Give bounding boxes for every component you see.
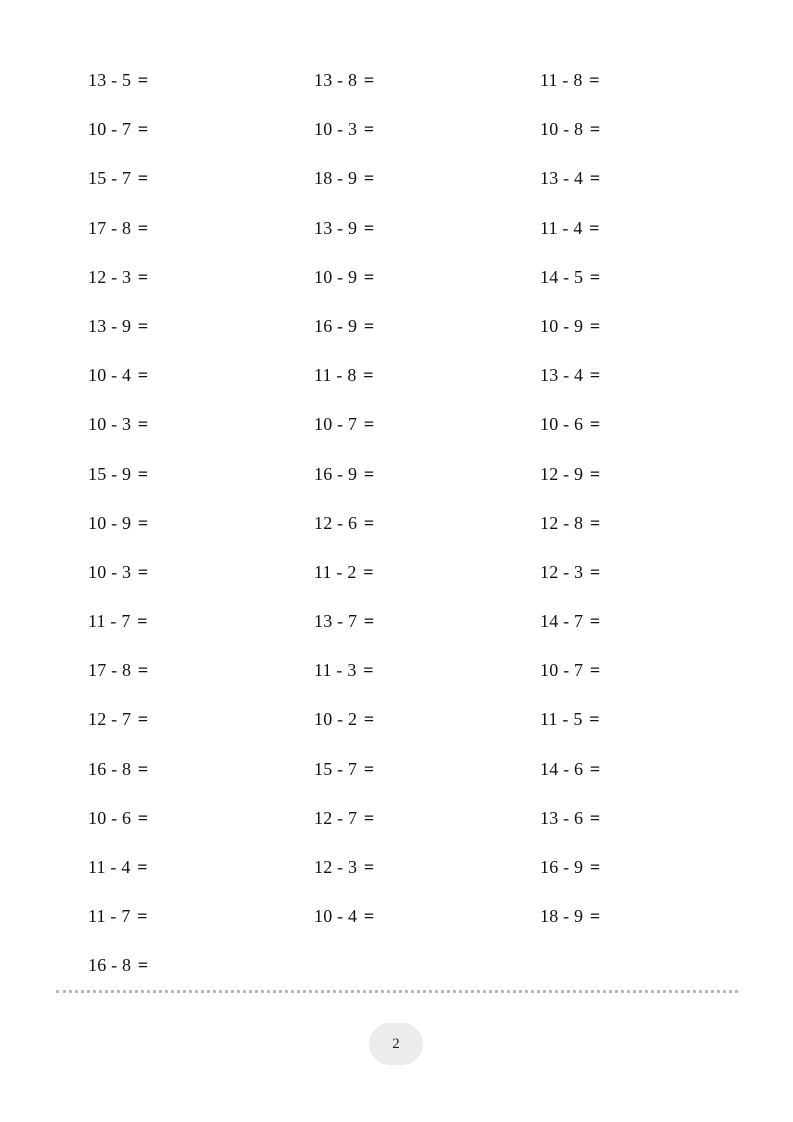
problem-expression: 14 - 7 [540,611,584,632]
equals-sign: = [363,463,375,484]
problem-expression: 10 - 4 [314,906,358,927]
math-problem [314,560,540,609]
math-problem [88,560,314,609]
problem-expression: 10 - 7 [314,414,358,435]
math-problem [314,757,540,806]
problem-expression: 13 - 9 [314,217,358,238]
equals-sign: = [363,611,375,632]
problem-expression: 13 - 7 [314,611,358,632]
math-problem [540,412,728,461]
equals-sign: = [589,315,601,336]
math-problem [314,855,540,904]
problem-expression: 11 - 8 [540,70,583,90]
problem-expression: 10 - 7 [540,660,584,681]
math-problem [314,68,540,117]
math-problem [88,511,314,560]
problem-expression: 10 - 9 [88,512,132,533]
equals-sign: = [137,807,149,828]
problem-expression: 10 - 7 [88,119,132,140]
equals-sign: = [363,168,375,189]
equals-sign: = [589,463,601,484]
math-problem [314,511,540,560]
math-problem [540,855,728,904]
problem-expression: 12 - 3 [540,561,584,582]
equals-sign: = [137,463,149,484]
page-number: 2 [369,1023,423,1065]
math-problem [540,314,728,363]
equals-sign: = [363,660,374,681]
problem-expression: 16 - 8 [88,758,132,779]
equals-sign: = [589,611,601,632]
problem-expression: 10 - 9 [540,315,584,336]
math-problem [88,216,314,265]
problem-expression: 11 - 2 [314,561,357,582]
problem-expression: 16 - 9 [314,315,358,336]
problem-expression: 16 - 9 [314,463,358,484]
equals-sign: = [137,611,148,632]
math-problem [88,806,314,855]
problem-expression: 12 - 3 [88,266,132,287]
equals-sign: = [589,857,601,877]
equals-sign: = [137,955,149,976]
problem-expression: 18 - 9 [314,168,358,189]
math-problem [540,560,728,609]
math-problem [540,904,728,953]
problem-expression: 15 - 7 [314,758,358,779]
equals-sign: = [137,365,149,386]
problem-expression: 11 - 7 [88,906,131,927]
equals-sign: = [137,857,148,877]
equals-sign: = [589,217,600,238]
problem-expression: 17 - 8 [88,660,132,681]
math-problem [540,117,728,166]
problem-expression: 11 - 4 [88,857,131,877]
equals-sign: = [589,807,601,828]
equals-sign: = [137,414,149,435]
problem-expression: 12 - 8 [540,512,584,533]
math-problem [88,68,314,117]
math-problem [540,265,728,314]
math-problem [88,412,314,461]
problem-expression: 11 - 5 [540,709,583,730]
math-problem [314,658,540,707]
equals-sign: = [137,709,149,730]
problem-expression: 11 - 3 [314,660,357,681]
problem-expression: 10 - 3 [88,414,132,435]
equals-sign: = [137,758,149,779]
problem-expression: 13 - 5 [88,70,132,90]
equals-sign: = [363,365,374,386]
problem-expression: 13 - 4 [540,168,584,189]
equals-sign: = [137,561,149,582]
equals-sign: = [589,512,601,533]
math-problem [314,314,540,363]
math-problem [540,511,728,560]
equals-sign: = [363,217,375,238]
math-problem [314,462,540,511]
math-problem [88,757,314,806]
equals-sign: = [363,414,375,435]
math-problem [540,68,728,117]
equals-sign: = [363,512,375,533]
math-problem [540,363,728,412]
problem-expression: 14 - 6 [540,758,584,779]
equals-sign: = [589,365,601,386]
equals-sign: = [363,758,375,779]
equals-sign: = [137,70,149,90]
problem-expression: 17 - 8 [88,217,132,238]
equals-sign: = [589,561,601,582]
equals-sign: = [589,168,601,189]
problem-expression: 10 - 9 [314,266,358,287]
equals-sign: = [137,906,148,927]
math-problem [88,363,314,412]
problem-expression: 18 - 9 [540,906,584,927]
equals-sign: = [137,315,149,336]
problem-expression: 12 - 7 [314,807,358,828]
equals-sign: = [589,70,600,90]
math-problem [540,166,728,215]
equals-sign: = [137,660,149,681]
equals-sign: = [137,119,149,140]
problem-expression: 12 - 7 [88,709,132,730]
problem-expression: 10 - 3 [88,561,132,582]
math-problem [314,412,540,461]
problem-expression: 13 - 9 [88,315,132,336]
math-problem [540,462,728,511]
math-problem [540,609,728,658]
problem-expression: 13 - 8 [314,70,358,90]
math-problem [88,953,314,1002]
problem-expression: 10 - 6 [88,807,132,828]
equals-sign: = [363,119,375,140]
dotted-divider [56,990,738,993]
equals-sign: = [363,906,375,927]
equals-sign: = [589,414,601,435]
problem-expression: 16 - 9 [540,857,584,877]
math-problem [88,265,314,314]
math-problem [88,904,314,953]
math-problem [314,609,540,658]
equals-sign: = [589,119,601,140]
problem-expression: 15 - 7 [88,168,132,189]
problem-expression: 10 - 2 [314,709,358,730]
math-problem [314,117,540,166]
math-problem [314,265,540,314]
equals-sign: = [137,217,149,238]
equals-sign: = [589,660,601,681]
problem-expression: 10 - 4 [88,365,132,386]
equals-sign: = [363,709,375,730]
math-problem [314,216,540,265]
math-problem [314,166,540,215]
math-problem [88,166,314,215]
problem-expression: 16 - 8 [88,955,132,976]
equals-sign: = [363,561,374,582]
problem-expression: 13 - 4 [540,365,584,386]
problem-expression: 13 - 6 [540,807,584,828]
math-problem [314,806,540,855]
problem-expression: 10 - 6 [540,414,584,435]
equals-sign: = [589,758,601,779]
problem-grid [88,68,728,1003]
math-problem [88,117,314,166]
math-problem [314,904,540,953]
problem-expression: 12 - 6 [314,512,358,533]
problem-expression: 10 - 3 [314,119,358,140]
equals-sign: = [589,709,600,730]
math-problem [314,707,540,756]
equals-sign: = [363,70,375,90]
math-problem [88,707,314,756]
math-problem [88,314,314,363]
equals-sign: = [363,266,375,287]
problem-expression: 12 - 9 [540,463,584,484]
problem-expression: 15 - 9 [88,463,132,484]
math-problem [314,363,540,412]
math-problem [540,707,728,756]
math-problem [540,757,728,806]
math-problem [88,658,314,707]
problem-expression: 12 - 3 [314,857,358,877]
math-problem [88,462,314,511]
equals-sign: = [589,906,601,927]
equals-sign: = [363,807,375,828]
equals-sign: = [137,168,149,189]
problem-expression: 14 - 5 [540,266,584,287]
equals-sign: = [363,857,375,877]
problem-expression: 11 - 8 [314,365,357,386]
equals-sign: = [137,266,149,287]
math-problem [88,855,314,904]
equals-sign: = [137,512,149,533]
problem-expression: 11 - 4 [540,217,583,238]
math-problem [540,658,728,707]
math-problem [88,609,314,658]
equals-sign: = [589,266,601,287]
math-problem [540,806,728,855]
equals-sign: = [363,315,375,336]
problem-expression: 11 - 7 [88,611,131,632]
math-problem [540,216,728,265]
problem-expression: 10 - 8 [540,119,584,140]
